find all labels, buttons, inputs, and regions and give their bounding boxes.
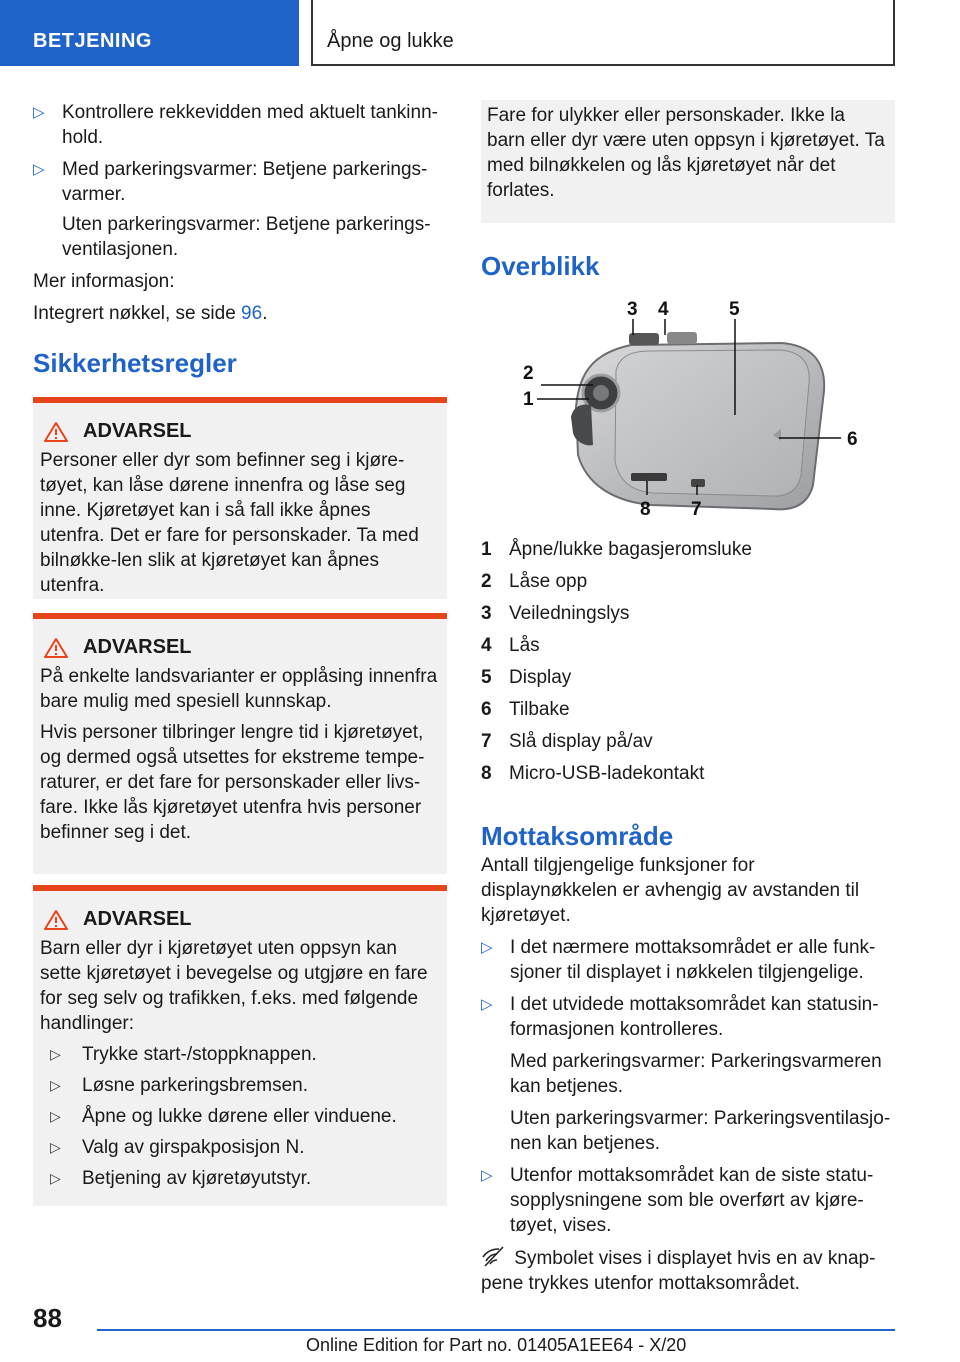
bullet-triangle-icon: ▷ [50, 1108, 61, 1124]
callout-5: 5 [729, 299, 740, 320]
warning-continuation: Fare for ulykker eller personskader. Ikke la barn eller dyr være uten oppsyn i kjøretøyet. Ta med bilnøkkelen og lås kjøretøyet når det forlates. [481, 100, 895, 223]
more-info-label: Mer informasjon: [33, 271, 175, 292]
warning-box [33, 885, 447, 1206]
warning-triangle-icon [43, 909, 69, 931]
section-heading: Overblikk [481, 251, 600, 281]
list-item: ▷ Med parkeringsvarmer: Betjene parkerings-varmer. [33, 159, 428, 205]
bullet-triangle-icon: ▷ [481, 1167, 493, 1184]
edition-label: Online Edition for Part no. 01405A1EE64 - X/20 [306, 1335, 687, 1355]
display-key-figure [481, 295, 895, 533]
legend-item: 4 Lås [481, 634, 540, 656]
callout-6: 6 [847, 429, 858, 450]
bullet-triangle-icon: ▷ [33, 161, 45, 178]
left-column [33, 100, 447, 1206]
section-title: BETJENING [33, 30, 152, 52]
list-item: ▷ Betjening av kjøretøyutstyr. [50, 1168, 312, 1189]
bullet-triangle-icon: ▷ [50, 1139, 61, 1155]
bullet-triangle-icon: ▷ [481, 939, 493, 956]
warning-text: Hvis personer tilbringer lengre tid i kjøretøyet, og dermed også utsettes for ekstreme tempe-raturer, er det fare for personskader eller livs-fare. Ikke lås kjøretøyet utenfra hvis personer befinner seg i det. [40, 722, 425, 843]
warning-header [40, 635, 440, 660]
cross-reference: Integrert nøkkel, se side 96. [33, 303, 268, 324]
warning-triangle-icon [43, 637, 69, 659]
out-of-range-icon [481, 1245, 509, 1267]
indented-note: Uten parkeringsvarmer: Betjene parkerings-ventilasjonen. [62, 214, 431, 260]
section-heading: Sikkerhetsregler [33, 348, 237, 378]
warning-title: ADVARSEL [83, 908, 192, 930]
legend-item: 6 Tilbake [481, 698, 570, 720]
warning-box [33, 397, 447, 599]
footer-divider [97, 1329, 895, 1331]
bullet-triangle-icon: ▷ [50, 1170, 61, 1186]
warning-header [40, 907, 440, 932]
list-item: ▷ Utenfor mottaksområdet kan de siste statu-sopplysningene som ble overført av kjøre-tøyet, vises. [481, 1165, 874, 1236]
legend-item: 8 Micro-USB-ladekontakt [481, 762, 705, 784]
warning-title: ADVARSEL [83, 636, 192, 658]
right-column [481, 100, 895, 1303]
warning-box [33, 613, 447, 874]
bullet-triangle-icon: ▷ [50, 1077, 61, 1093]
indented-note: Uten parkeringsvarmer: Parkeringsventilasjo-nen kan betjenes. [510, 1108, 891, 1154]
warning-text: Personer eller dyr som befinner seg i kjøre-tøyet, kan låse dørene innenfra og låse seg inne. Kjøretøyet kan i så fall ikke åpnes utenfra. Det er fare for personskader. Ta med bilnøkke-len slik at kjøretøyet kan åpnes utenfra. [40, 450, 419, 596]
warning-title: ADVARSEL [83, 420, 192, 442]
chapter-title: Åpne og lukke [327, 30, 454, 52]
list-item: ▷ Valg av girspakposisjon N. [50, 1137, 305, 1158]
display-key-illustration [481, 295, 895, 533]
callout-7: 7 [691, 499, 702, 520]
bullet-triangle-icon: ▷ [33, 104, 45, 121]
page-link[interactable]: 96 [241, 303, 263, 324]
symbol-note: Symbolet vises i displayet hvis en av knap-pene trykkes utenfor mottaksområdet. [481, 1245, 895, 1296]
warning-text: Barn eller dyr i kjøretøyet uten oppsyn kan sette kjøretøyet i bevegelse og utgjøre en fare for seg selv og trafikken, f.eks. med følgende handlinger: [40, 938, 428, 1034]
legend-item: 2 Låse opp [481, 570, 588, 592]
list-item: ▷ Kontrollere rekkevidden med aktuelt tankinn-hold. [33, 102, 438, 148]
section-tab [0, 0, 299, 66]
list-item: ▷ Åpne og lukke dørene eller vinduene. [50, 1106, 397, 1127]
indented-note: Med parkeringsvarmer: Parkeringsvarmeren kan betjenes. [510, 1051, 882, 1097]
callout-3: 3 [627, 299, 638, 320]
list-item: ▷ I det utvidede mottaksområdet kan statusin-formasjonen kontrolleres. [481, 994, 879, 1040]
legend-list [481, 533, 895, 789]
legend-item: 3 Veiledningslys [481, 602, 630, 624]
callout-4: 4 [658, 299, 669, 320]
warning-text: På enkelte landsvarianter er opplåsing innenfra bare mulig med spesiell kunnskap. [40, 666, 438, 712]
legend-item: 5 Display [481, 666, 572, 688]
warning-triangle-icon [43, 421, 69, 443]
list-item: ▷ Trykke start-/stoppknappen. [50, 1044, 317, 1065]
list-item: ▷ I det nærmere mottaksområdet er alle funk-sjoner til displayet i nøkkelen tilgjengelige. [481, 937, 876, 983]
bullet-triangle-icon: ▷ [50, 1046, 61, 1062]
page-number: 88 [33, 1303, 62, 1333]
list-item: ▷ Løsne parkeringsbremsen. [50, 1075, 308, 1096]
section-heading: Mottaksområde [481, 821, 674, 851]
chapter-tab [311, 0, 895, 66]
legend-item: 1 Åpne/lukke bagasjeromsluke [481, 538, 752, 560]
callout-2: 2 [523, 363, 534, 384]
legend-item: 7 Slå display på/av [481, 730, 653, 752]
callout-1: 1 [523, 389, 534, 410]
warning-header [40, 419, 440, 444]
bullet-triangle-icon: ▷ [481, 996, 493, 1013]
intro-text: Antall tilgjengelige funksjoner for displaynøkkelen er avhengig av avstanden til kjøretøyet. [481, 855, 860, 926]
callout-8: 8 [640, 499, 651, 520]
